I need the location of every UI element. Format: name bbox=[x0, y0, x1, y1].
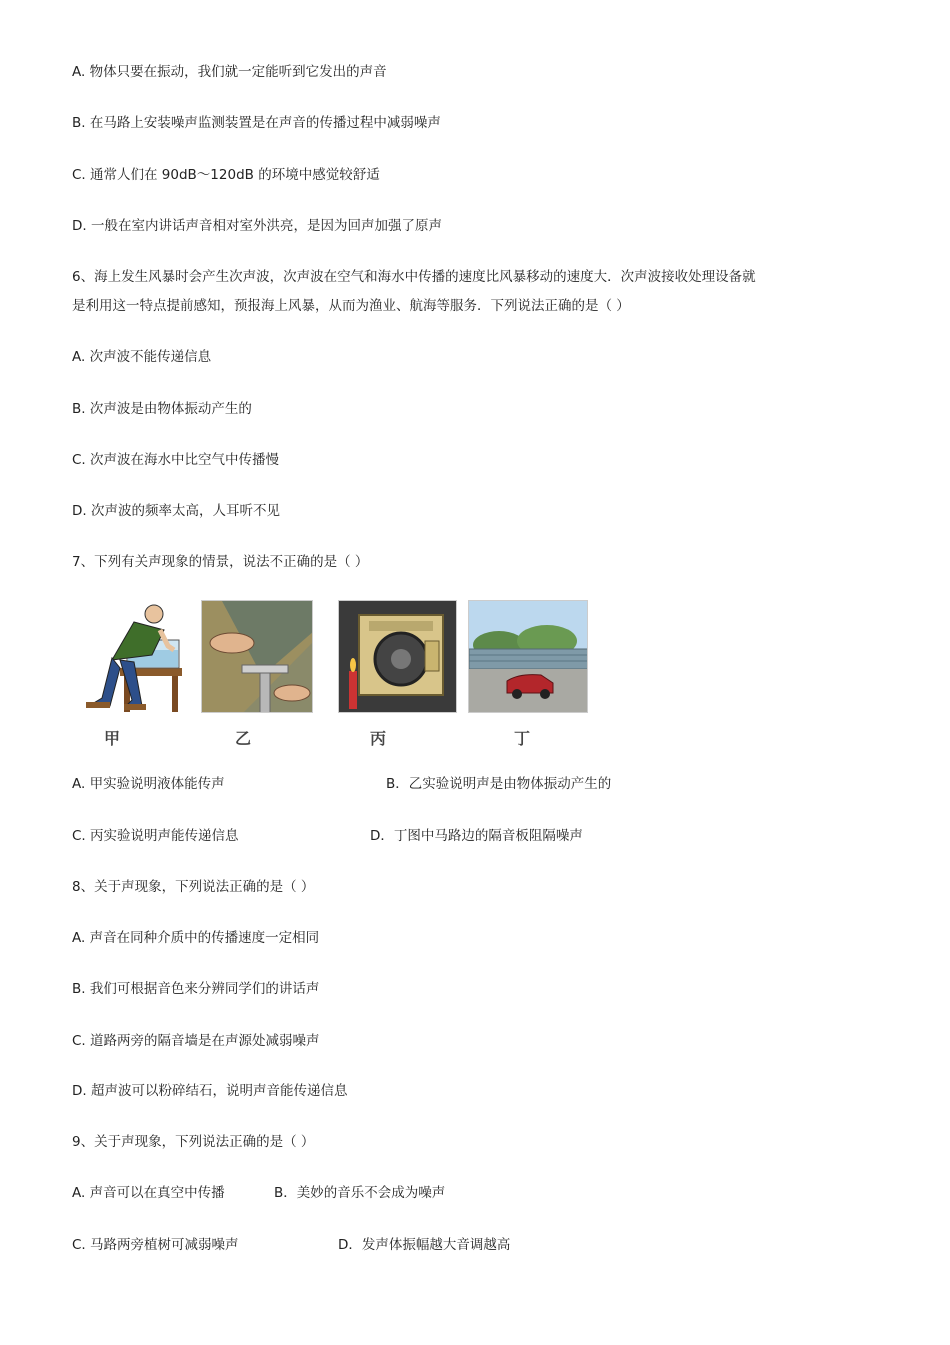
q9-option-b: B．美妙的音乐不会成为噪声 bbox=[274, 1185, 446, 1201]
q5-option-b: B. 在马路上安装噪声监测装置是在声音的传播过程中减弱噪声 bbox=[72, 115, 441, 131]
q8-option-b: B. 我们可根据音色来分辨同学们的讲话声 bbox=[72, 981, 320, 997]
q6-stem-line1: 6、海上发生风暴时会产生次声波，次声波在空气和海水中传播的速度比风暴移动的速度大．次声波接收处理设备就 bbox=[72, 269, 756, 285]
q6-option-d: D. 次声波的频率太高，人耳听不见 bbox=[72, 503, 280, 519]
q7-option-a: A. 甲实验说明液体能传声 bbox=[72, 776, 225, 792]
q7-option-b: B．乙实验说明声是由物体振动产生的 bbox=[386, 776, 612, 792]
q8-stem: 8、关于声现象，下列说法正确的是（ ） bbox=[72, 879, 315, 895]
figure-caption-ding: 丁 bbox=[514, 729, 532, 748]
q6-option-c: C. 次声波在海水中比空气中传播慢 bbox=[72, 452, 280, 468]
q5-option-d: D. 一般在室内讲话声音相对室外洪亮，是因为回声加强了原声 bbox=[72, 218, 442, 234]
q8-option-c: C. 道路两旁的隔音墙是在声源处减弱噪声 bbox=[72, 1033, 320, 1049]
figure-caption-bing: 丙 bbox=[370, 729, 388, 748]
q9-stem: 9、关于声现象，下列说法正确的是（ ） bbox=[72, 1134, 315, 1150]
q7-stem: 7、下列有关声现象的情景，说法不正确的是（ ） bbox=[72, 554, 369, 570]
q6-option-a: A. 次声波不能传递信息 bbox=[72, 349, 212, 365]
q7-option-d: D．丁图中马路边的隔音板阻隔噪声 bbox=[370, 828, 583, 844]
q9-option-d: D．发声体振幅越大音调越高 bbox=[338, 1237, 511, 1253]
figure-caption-yi: 乙 bbox=[235, 729, 253, 748]
q7-figures bbox=[72, 600, 592, 750]
figure-yi-image bbox=[201, 600, 313, 713]
q9-option-c: C. 马路两旁植树可减弱噪声 bbox=[72, 1237, 239, 1253]
q9-option-a: A. 声音可以在真空中传播 bbox=[72, 1185, 225, 1201]
q8-option-a: A. 声音在同种介质中的传播速度一定相同 bbox=[72, 930, 320, 946]
figure-bing-image bbox=[338, 600, 457, 713]
q6-stem-line2: 是利用这一特点提前感知，预报海上风暴，从而为渔业、航海等服务．下列说法正确的是（ ） bbox=[72, 298, 630, 314]
figure-caption-jia: 甲 bbox=[104, 729, 122, 748]
q5-option-a: A. 物体只要在振动，我们就一定能听到它发出的声音 bbox=[72, 64, 387, 80]
q6-option-b: B. 次声波是由物体振动产生的 bbox=[72, 401, 252, 417]
figure-ding-image bbox=[468, 600, 588, 713]
q8-option-d: D. 超声波可以粉碎结石，说明声音能传递信息 bbox=[72, 1083, 348, 1099]
q7-option-c: C. 丙实验说明声能传递信息 bbox=[72, 828, 239, 844]
q5-option-c: C. 通常人们在 90dB～120dB 的环境中感觉较舒适 bbox=[72, 167, 380, 183]
figure-jia-image bbox=[72, 600, 188, 713]
